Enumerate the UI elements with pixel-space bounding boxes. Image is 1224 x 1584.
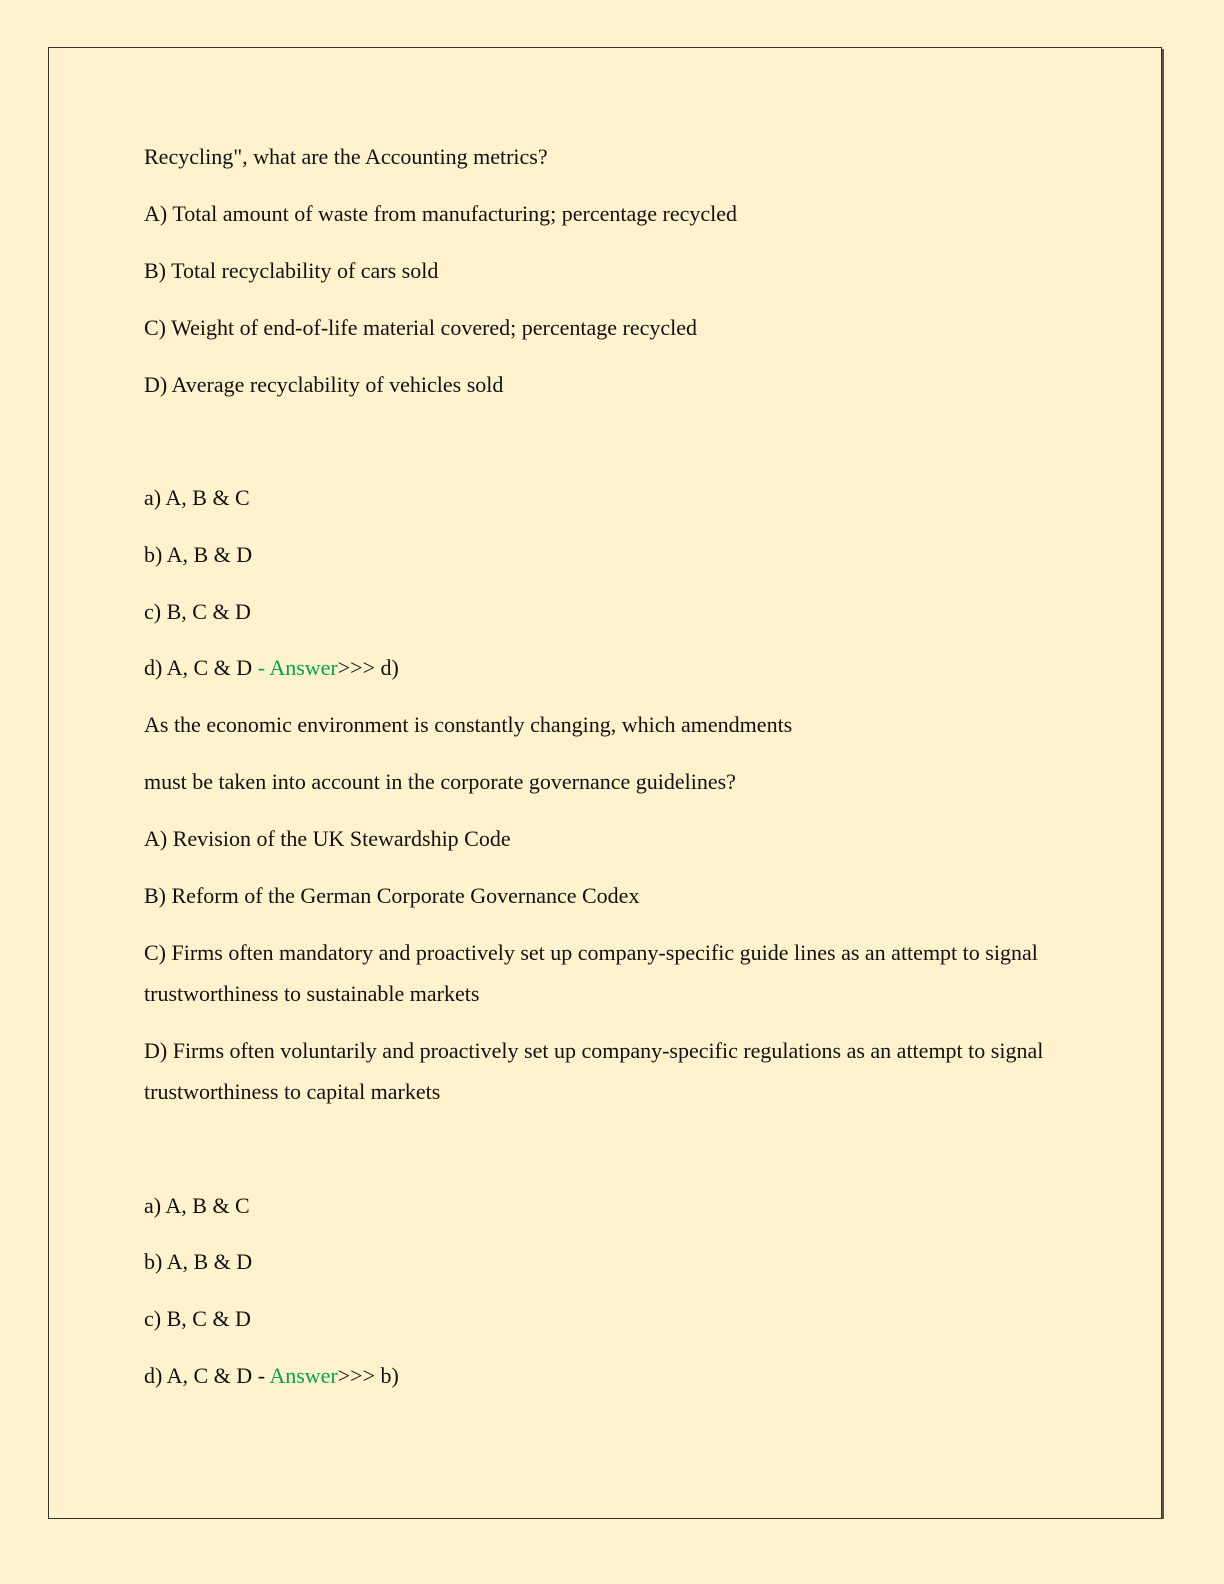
q2-answer-label: Answer [269,1363,338,1388]
q1-option-d-with-answer [144,655,399,681]
q2-statement-b: B) Reform of the German Corporate Governance Codex [144,883,640,908]
q2-option-c: c) B, C & D [144,1306,251,1331]
q1-option-a: a) A, B & C [144,485,250,510]
q1-answer-value: >>> d) [337,655,399,680]
q2-option-b: b) A, B & D [144,1249,253,1274]
q2-statement-a: A) Revision of the UK Stewardship Code [144,826,511,851]
q2-stem-line-1: As the economic environment is constantly changing, which amendments [144,712,793,737]
q2-answer-value: >>> b) [337,1363,399,1388]
q2-answer-separator: - [252,1363,270,1388]
q1-statement-b: B) Total recyclability of cars sold [144,258,439,283]
q1-option-d: d) A, C & D [144,655,253,680]
q1-statement-a: A) Total amount of waste from manufacturing; percentage recycled [144,201,738,226]
q2-stem-line-2: must be taken into account in the corporate governance guidelines? [144,769,736,794]
q2-statement-d: D) Firms often voluntarily and proactively set up company-specific regulations as an attempt to signal trustworthiness to capital markets [144,1038,1044,1104]
q1-statement-c: C) Weight of end-of-life material covered; percentage recycled [144,315,698,340]
q1-option-b: b) A, B & D [144,542,253,567]
q1-option-c: c) B, C & D [144,599,251,624]
q1-answer-separator: - [252,655,270,680]
q1-statement-d: D) Average recyclability of vehicles sold [144,372,504,397]
q2-statement-c: C) Firms often mandatory and proactively set up company-specific guide lines as an attempt to signal trustworthiness to sustainable markets [144,940,1038,1006]
q1-stem: Recycling", what are the Accounting metrics? [144,144,548,169]
q2-option-d-with-answer [144,1363,399,1389]
page-border-right-edge [1162,49,1164,1519]
q2-option-d: d) A, C & D [144,1363,253,1388]
q2-option-a: a) A, B & C [144,1193,250,1218]
q1-answer-label: Answer [269,655,338,680]
